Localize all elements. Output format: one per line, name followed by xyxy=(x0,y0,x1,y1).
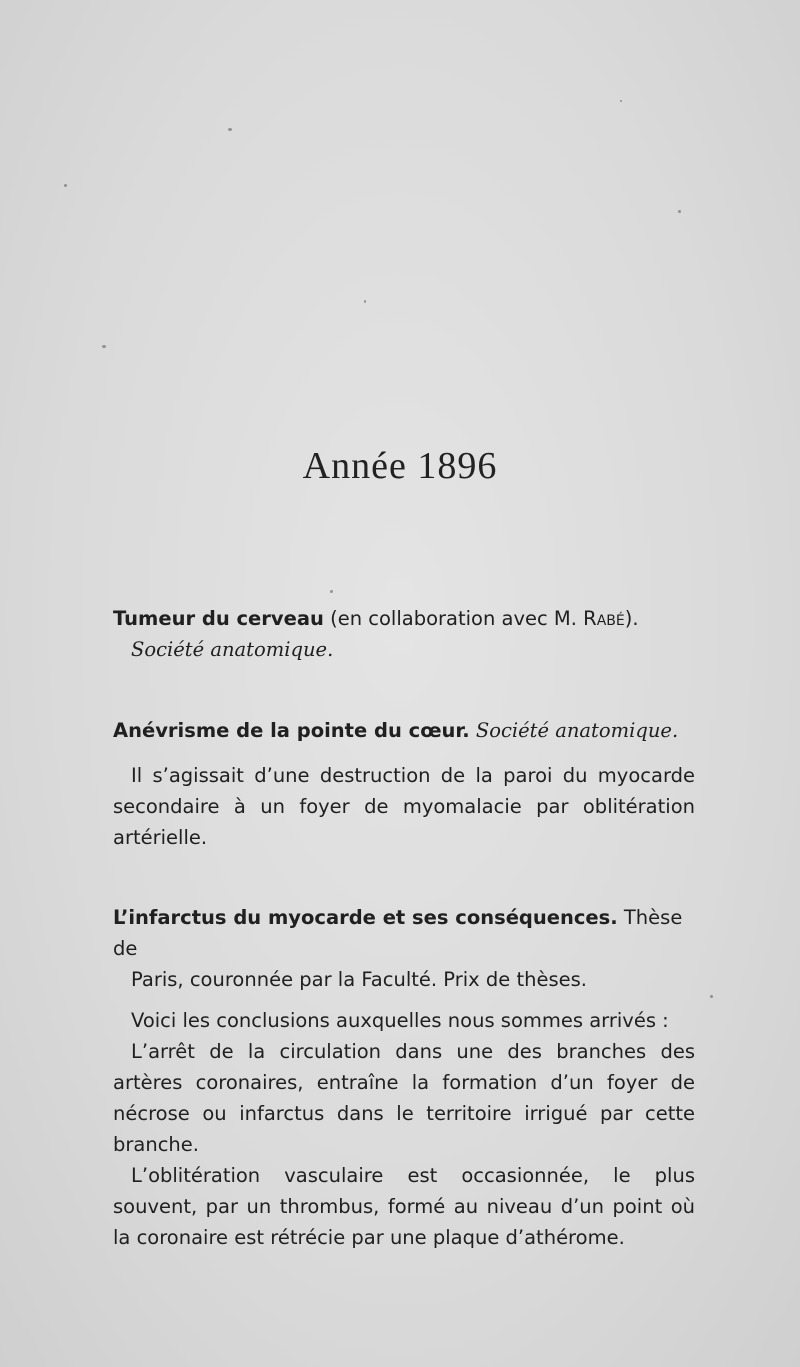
entry-heading: L’infarctus du myocarde et ses conséquences. xyxy=(113,906,618,929)
paper-speck xyxy=(364,300,366,303)
page-title: Année 1896 xyxy=(302,445,498,487)
paper-speck xyxy=(678,210,681,213)
conclusion-paragraph: Voici les conclusions auxquelles nous sommes arrivés : xyxy=(131,1009,669,1032)
entry-heading-line xyxy=(113,603,695,634)
paper-speck xyxy=(710,995,713,998)
entry-venue: Société anatomique. xyxy=(475,719,679,742)
entry-infarctus xyxy=(113,902,695,1253)
entry-description: Il s’agissait d’une destruction de la paroi du myocarde secondaire à un foyer de myomalacie par oblitération artérielle. xyxy=(113,764,695,849)
entry-heading: Anévrisme de la pointe du cœur. xyxy=(113,719,470,742)
entry-collaboration-suffix: ). xyxy=(624,607,639,630)
entry-venue: Société anatomique. xyxy=(131,638,334,661)
entry-heading: Tumeur du cerveau xyxy=(113,607,324,630)
conclusion-paragraph: L’oblitération vasculaire est occasionnée, le plus souvent, par un thrombus, formé au niveau d’un point où la coronaire est rétrécie par une plaque d’athérome. xyxy=(113,1164,695,1249)
paper-speck xyxy=(620,100,622,102)
paper-speck xyxy=(330,590,333,593)
entry-anevrisme xyxy=(113,715,695,853)
conclusion-paragraph: L’arrêt de la circulation dans une des branches des artères coronaires, entraîne la formation d’un foyer de nécrose ou infarctus dans le territoire irrigué par cette branche. xyxy=(113,1040,695,1156)
entry-tumeur-du-cerveau xyxy=(113,603,695,665)
paper-speck xyxy=(228,128,232,131)
entry-heading-line xyxy=(113,715,695,746)
entry-heading-tail: Thèse de xyxy=(113,906,683,960)
paper-speck xyxy=(64,184,67,187)
entry-collaboration-prefix: (en collaboration avec M. xyxy=(323,607,584,630)
entry-collaborator-name: Rabé xyxy=(583,607,625,630)
paper-speck xyxy=(102,345,106,348)
entry-heading-line xyxy=(113,902,695,964)
entry-continuation: Paris, couronnée par la Faculté. Prix de thèses. xyxy=(131,968,587,991)
